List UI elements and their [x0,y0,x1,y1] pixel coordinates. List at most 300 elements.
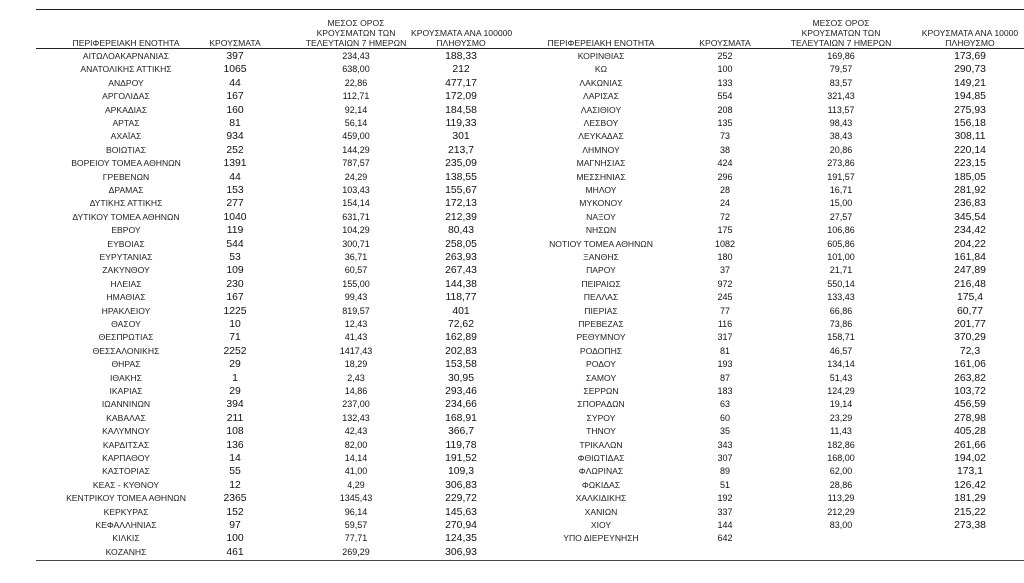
table-row [36,385,1024,398]
per100k-value: 155,67 [445,185,477,196]
per100k-value-right: 72,3 [959,345,981,357]
avg7-value: 12,43 [344,319,368,329]
per100k-value-right: 345,54 [954,211,986,223]
avg7-value-right: 113,57 [827,104,855,115]
per100k-value: 202,83 [445,345,477,357]
region-name-right: ΛΗΜΝΟΥ [582,144,620,155]
header-region: ΠΕΡΙΦΕΡΕΙΑΚΗ ΕΝΟΤΗΤΑ [72,38,180,48]
avg7-value-right: 273,86 [827,158,855,169]
cases-value: 397 [226,51,244,62]
avg7-value-right: 321,43 [827,91,855,102]
cases-value-right: 89 [719,466,730,477]
avg7-value-right: 21,71 [829,265,853,276]
avg7-value-right: 51,43 [829,372,853,383]
cases-value: 1391 [223,158,247,170]
region-name-right: ΠΕΙΡΑΙΩΣ [581,278,621,289]
avg7-value: 41,00 [344,466,368,477]
per100k-value: 234,66 [445,399,477,411]
per100k-value: 172,13 [445,198,477,210]
cases-value: 1 [232,372,238,384]
per100k-value: 30,95 [447,372,474,384]
region-name: ΒΟΙΩΤΙΑΣ [106,144,146,155]
avg7-value: 96,14 [344,506,368,517]
avg7-value: 1417,43 [339,345,373,356]
avg7-value-right: 38,43 [829,131,853,142]
region-name-right: ΧΙΟΥ [590,520,612,530]
avg7-value-right: 191,57 [827,171,855,182]
per100k-value-right: 185,05 [954,171,986,183]
region-name-right: ΝΗΣΩΝ [585,225,617,236]
cases-value-right: 116 [717,319,733,329]
header-underline [36,48,1024,49]
cases-value: 1065 [223,64,247,76]
region-name: ΘΕΣΠΡΩΤΙΑΣ [98,332,154,343]
cases-value: 44 [229,171,241,183]
cases-value-right: 37 [719,265,730,276]
cases-value-right: 144 [717,520,733,530]
cases-value-right: 135 [717,118,733,128]
table-row [36,157,1024,170]
region-name: ΚΑΒΑΛΑΣ [106,412,146,423]
region-name: ΑΡΤΑΣ [112,118,140,128]
region-name-right: ΜΗΛΟΥ [585,185,617,195]
region-name: ΕΥΒΟΙΑΣ [107,238,145,249]
cases-value-right: 28 [719,185,730,195]
table-row [36,305,1024,318]
cases-value-right: 245 [717,292,733,303]
cases-value-right: 87 [719,372,730,383]
region-name: ΘΕΣΣΑΛΟΝΙΚΗΣ [92,345,160,356]
avg7-value: 300,71 [342,238,370,249]
cases-value: 81 [229,118,241,129]
region-name: ΕΒΡΟΥ [111,225,141,236]
per100k-value: 80,43 [447,225,474,237]
avg7-value: 82,00 [344,439,368,450]
per100k-value: 366,7 [447,426,474,438]
cases-value: 12 [229,479,241,491]
per100k-value: 153,58 [445,359,477,371]
avg7-value: 103,43 [342,185,370,195]
per100k-value: 293,46 [445,386,477,397]
cases-value: 277 [226,198,244,210]
region-name: ΗΛΕΙΑΣ [110,278,142,289]
avg7-value: 234,43 [342,51,370,61]
per100k-value-right: 161,84 [954,252,986,263]
region-name: ΚΑΛΥΜΝΟΥ [102,426,150,437]
per100k-value-right: 290,73 [954,64,986,76]
avg7-value-right: 101,00 [827,252,855,262]
avg7-value: 269,29 [342,546,370,557]
cases-value-right: 35 [719,426,730,437]
per100k-value-right: 234,42 [954,225,986,237]
cases-value-right: 307 [717,453,733,463]
region-name-right: ΜΥΚΟΝΟΥ [579,198,623,209]
per100k-value: 213,7 [447,144,474,156]
avg7-value: 14,86 [344,386,368,396]
table-row [36,425,1024,438]
per100k-value-right: 204,22 [954,238,986,250]
avg7-value-right: 19,14 [829,399,853,410]
per100k-value-right: 220,14 [954,144,986,156]
avg7-value: 631,71 [342,211,370,222]
avg7-value: 41,43 [344,332,368,343]
table-row [36,184,1024,197]
region-name-right: ΛΕΣΒΟΥ [583,118,619,128]
avg7-value: 155,00 [342,278,370,289]
region-name: ΑΧΑΪΑΣ [110,131,142,142]
cases-value: 53 [229,252,241,263]
per100k-value: 263,93 [445,252,477,263]
cases-value-right: 100 [717,64,733,75]
avg7-value: 56,14 [344,118,368,128]
per100k-value-right: 103,72 [954,386,986,397]
avg7-value-right: 168,00 [827,453,855,463]
cases-value: 14 [229,453,241,464]
avg7-value-right: 550,14 [827,278,855,289]
avg7-value-right: 73,86 [829,319,853,329]
table-row [36,452,1024,465]
region-name: ΗΡΑΚΛΕΙΟΥ [101,305,151,316]
avg7-value: 14,14 [344,453,368,463]
region-name: ΗΜΑΘΙΑΣ [106,292,146,303]
avg7-value: 112,71 [342,91,370,102]
avg7-value: 787,57 [342,158,370,169]
avg7-value: 1345,43 [339,493,373,504]
table-row [36,519,1024,532]
table-row [36,63,1024,76]
avg7-value-right: 83,00 [829,520,853,530]
table-header [36,10,1024,48]
region-name: ΔΥΤΙΚΗΣ ΑΤΤΙΚΗΣ [89,198,163,209]
region-name: ΑΙΤΩΛΟΑΚΑΡΝΑΝΙΑΣ [82,51,170,61]
per100k-value-right: 60,77 [956,305,983,317]
table-row [36,130,1024,143]
region-name-right: ΡΕΘΥΜΝΟΥ [576,332,626,343]
table-row [36,412,1024,425]
header-per100k-right: ΚΡΟΥΣΜΑΤΑ ΑΝΑ 10000 ΠΛΗΘΥΣΜΟ [921,28,1019,48]
avg7-value: 24,29 [344,171,368,182]
region-name-right: ΣΥΡΟΥ [586,412,616,423]
table-row [36,77,1024,90]
avg7-value: 104,29 [342,225,370,236]
per100k-value: 306,83 [445,479,477,491]
region-name-right: ΤΗΝΟΥ [586,426,616,437]
cases-value: 97 [229,520,241,531]
region-name-right: ΞΑΝΘΗΣ [583,252,619,262]
header-cases: ΚΡΟΥΣΜΑΤΑ [209,38,261,48]
avg7-value-right: 124,29 [827,386,855,396]
avg7-value-right: 158,71 [827,332,855,343]
region-name-right: ΛΑΡΙΣΑΣ [583,91,619,102]
region-name-right: ΚΩ [594,64,608,75]
table-row [36,251,1024,264]
table-row [36,546,1024,559]
region-name: ΙΩΑΝΝΙΝΩΝ [101,399,151,410]
avg7-value-right: 23,29 [829,412,853,423]
table-row [36,506,1024,519]
region-name: ΘΑΣΟΥ [111,319,141,329]
region-name: ΚΑΣΤΟΡΙΑΣ [102,466,150,477]
per100k-value-right: 370,29 [954,332,986,344]
table-row [36,211,1024,224]
per100k-value-right: 281,92 [954,185,986,196]
avg7-value: 92,14 [344,104,368,115]
avg7-value: 18,29 [344,359,368,370]
avg7-value-right: 20,86 [829,144,853,155]
region-name: ΚΕΝΤΡΙΚΟΥ ΤΟΜΕΑ ΑΘΗΝΩΝ [66,493,186,504]
per100k-value: 145,63 [445,506,477,518]
table-row [36,117,1024,130]
cases-value: 1225 [223,305,247,317]
avg7-value-right: 133,43 [827,292,855,303]
region-name-right: ΧΑΛΚΙΔΙΚΗΣ [575,493,627,504]
avg7-value-right: 27,57 [829,211,853,222]
cases-value-right: 77 [719,305,730,316]
per100k-value-right: 175,4 [956,292,983,304]
cases-value-right: 337 [717,506,733,517]
avg7-value: 132,43 [342,412,370,423]
cases-value: 71 [229,332,241,344]
cases-value: 153 [226,185,244,196]
avg7-value-right: 46,57 [829,345,853,356]
cases-value: 2252 [223,345,247,357]
cases-value: 108 [226,426,244,438]
region-name-right: ΛΑΣΙΘΙΟΥ [580,104,622,115]
avg7-value: 459,00 [342,131,370,142]
table-row [36,439,1024,452]
avg7-value-right: 106,86 [827,225,855,236]
header-avg7: ΜΕΣΟΣ ΟΡΟΣ ΚΡΟΥΣΜΑΤΩΝ ΤΩΝ ΤΕΛΕΥΤΑΙΩΝ 7 ΗΜΕΡΩΝ [305,18,407,48]
avg7-value-right: 28,86 [829,479,853,490]
per100k-value-right: 156,18 [954,118,986,129]
per100k-value: 119,33 [445,118,477,129]
per100k-value: 144,38 [445,278,477,290]
region-name-right: ΛΑΚΩΝΙΑΣ [579,77,623,88]
table-row [36,224,1024,237]
region-name: ΕΥΡΥΤΑΝΙΑΣ [99,252,153,262]
table-row [36,532,1024,545]
cases-value: 394 [226,399,244,411]
avg7-value-right: 79,57 [829,64,853,75]
per100k-value-right: 181,29 [954,493,986,505]
cases-value-right: 73 [719,131,730,142]
per100k-value: 172,09 [445,91,477,103]
per100k-value-right: 263,82 [954,372,986,384]
cases-value: 461 [226,546,244,558]
cases-value: 160 [226,104,244,116]
per100k-value: 184,58 [445,104,477,116]
cases-value: 211 [226,412,244,424]
region-name-right: ΠΡΕΒΕΖΑΣ [578,319,624,329]
avg7-value-right: 98,43 [829,118,853,128]
cases-value-right: 252 [717,51,733,61]
table-row [36,197,1024,210]
avg7-value: 77,71 [344,533,368,544]
cases-value-right: 24 [719,198,730,209]
per100k-value-right: 247,89 [954,265,986,277]
region-name-right: ΦΘΙΩΤΙΔΑΣ [577,453,625,463]
per100k-value-right: 308,11 [954,131,986,143]
region-name: ΖΑΚΥΝΘΟΥ [102,265,150,276]
table-row [36,345,1024,358]
cases-value: 100 [226,533,244,545]
per100k-value-right: 456,59 [954,399,986,411]
avg7-value-right: 134,14 [827,359,855,370]
per100k-value: 188,33 [445,51,477,62]
region-name: ΑΝΔΡΟΥ [108,77,144,88]
per100k-value: 191,52 [445,453,477,464]
cases-value-right: 38 [719,144,730,155]
per100k-value-right: 261,66 [954,439,986,451]
region-name-right: ΧΑΝΙΩΝ [584,506,618,517]
cases-value-right: 972 [717,278,733,289]
region-name: ΑΝΑΤΟΛΙΚΗΣ ΑΤΤΙΚΗΣ [80,64,172,75]
table-row [36,291,1024,304]
cases-value: 167 [226,91,244,103]
table-row [36,171,1024,184]
region-name-right: ΥΠΟ ΔΙΕΡΕΥΝΗΣΗ [563,533,639,544]
region-name-right: ΣΠΟΡΑΔΩΝ [577,399,625,410]
cases-value-right: 51 [719,479,730,490]
per100k-value: 229,72 [445,493,477,505]
per100k-value: 212 [452,64,470,76]
region-name-right: ΠΙΕΡΙΑΣ [584,305,618,316]
per100k-value: 301 [452,131,470,143]
region-name: ΚΟΖΑΝΗΣ [105,546,147,557]
per100k-value-right: 216,48 [954,278,986,290]
header-avg7-right: ΜΕΣΟΣ ΟΡΟΣ ΚΡΟΥΣΜΑΤΩΝ ΤΩΝ ΤΕΛΕΥΤΑΙΩΝ 7 ΗΜΕΡΩΝ [790,18,892,48]
cases-value-right: 60 [719,412,730,423]
per100k-value-right: 173,69 [954,51,986,62]
per100k-value-right: 275,93 [954,104,986,116]
table-row [36,278,1024,291]
region-name-right: ΝΑΞΟΥ [586,211,616,222]
avg7-value: 59,57 [344,520,368,530]
cases-value-right: 642 [717,533,733,544]
avg7-value: 144,29 [342,144,370,155]
avg7-value-right: 113,29 [827,493,855,504]
region-name: ΚΑΡΠΑΘΟΥ [102,453,150,463]
cases-value-right: 193 [717,359,733,370]
per100k-value-right: 215,22 [954,506,986,518]
cases-value: 152 [226,506,244,518]
region-name: ΒΟΡΕΙΟΥ ΤΟΜΕΑ ΑΘΗΝΩΝ [71,158,181,169]
cases-value: 10 [229,319,241,330]
region-name-right: ΝΟΤΙΟΥ ΤΟΜΕΑ ΑΘΗΝΩΝ [549,238,653,249]
per100k-value-right: 161,06 [954,359,986,371]
region-name-right: ΣΑΜΟΥ [585,372,617,383]
cases-value-right: 72 [719,211,730,222]
region-name-right: ΤΡΙΚΑΛΩΝ [579,439,623,450]
region-name: ΔΡΑΜΑΣ [108,185,144,195]
cases-value-right: 192 [717,493,733,504]
per100k-value: 235,09 [445,158,477,170]
per100k-value-right: 405,28 [954,426,986,438]
per100k-value: 168,91 [445,412,477,424]
cases-value-right: 1082 [714,238,736,249]
avg7-value: 2,43 [347,372,365,383]
per100k-value: 258,05 [445,238,477,250]
cases-value-right: 554 [717,91,733,102]
per100k-value: 109,3 [447,466,474,478]
avg7-value-right: 169,86 [827,51,855,61]
cases-value-right: 424 [717,158,733,169]
per100k-value: 162,89 [445,332,477,344]
table-row [36,264,1024,277]
region-name: ΚΙΛΚΙΣ [112,533,140,544]
cases-value: 230 [226,278,244,290]
per100k-value-right: 149,21 [954,77,986,89]
avg7-value: 4,29 [347,479,365,490]
avg7-value: 99,43 [344,292,368,303]
table-row [36,90,1024,103]
per100k-value: 306,93 [445,546,477,558]
region-name: ΚΑΡΔΙΤΣΑΣ [102,439,150,450]
per100k-value: 212,39 [445,211,477,223]
per100k-value: 270,94 [445,520,477,531]
cases-value: 1040 [223,211,247,223]
cases-value-right: 175 [717,225,733,236]
table-row [36,318,1024,331]
avg7-value: 237,00 [342,399,370,410]
avg7-value-right: 16,71 [829,185,853,195]
region-name: ΙΘΑΚΗΣ [110,372,142,383]
avg7-value-right: 182,86 [827,439,855,450]
region-name-right: ΣΕΡΡΩΝ [583,386,619,396]
table-row [36,50,1024,63]
avg7-value: 60,57 [344,265,368,276]
region-name: ΓΡΕΒΕΝΩΝ [102,171,150,182]
per100k-value-right: 273,38 [954,520,986,531]
table-row [36,479,1024,492]
per100k-value-right: 223,15 [954,158,986,170]
region-name-right: ΜΑΓΝΗΣΙΑΣ [576,158,626,169]
table-row [36,358,1024,371]
cases-value: 109 [226,265,244,277]
region-name-right: ΠΕΛΛΑΣ [583,292,619,303]
header-cases-right: ΚΡΟΥΣΜΑΤΑ [699,38,751,48]
region-name-right: ΦΛΩΡΙΝΑΣ [578,466,624,477]
region-name: ΘΗΡΑΣ [111,359,141,370]
region-name: ΑΡΓΟΛΙΔΑΣ [102,91,150,102]
region-name: ΔΥΤΙΚΟΥ ΤΟΜΕΑ ΑΘΗΝΩΝ [72,211,180,222]
cases-value-right: 317 [717,332,733,343]
avg7-value: 22,86 [344,77,368,88]
per100k-value: 477,17 [445,77,477,89]
per100k-value-right: 194,85 [954,91,986,103]
cases-value: 2365 [223,493,247,505]
per100k-value-right: 194,02 [954,453,986,464]
region-name-right: ΜΕΣΣΗΝΙΑΣ [576,171,626,182]
per100k-value: 124,35 [445,533,477,545]
region-name: ΑΡΚΑΔΙΑΣ [104,104,148,115]
cases-value: 136 [226,439,244,451]
per100k-value: 119,78 [445,439,477,451]
per100k-value-right: 278,98 [954,412,986,424]
avg7-value-right: 15,00 [829,198,853,209]
table-row [36,331,1024,344]
region-name: ΚΕΦΑΛΛΗΝΙΑΣ [95,520,157,530]
per100k-value: 401 [452,305,470,317]
cases-value-right: 296 [717,171,733,182]
avg7-value-right: 11,43 [830,426,852,437]
per100k-value: 267,43 [445,265,477,277]
per100k-value-right: 236,83 [954,198,986,210]
per100k-value: 72,62 [447,319,474,330]
avg7-value-right: 605,86 [827,238,855,249]
table-row [36,398,1024,411]
cases-value: 119 [226,225,244,237]
